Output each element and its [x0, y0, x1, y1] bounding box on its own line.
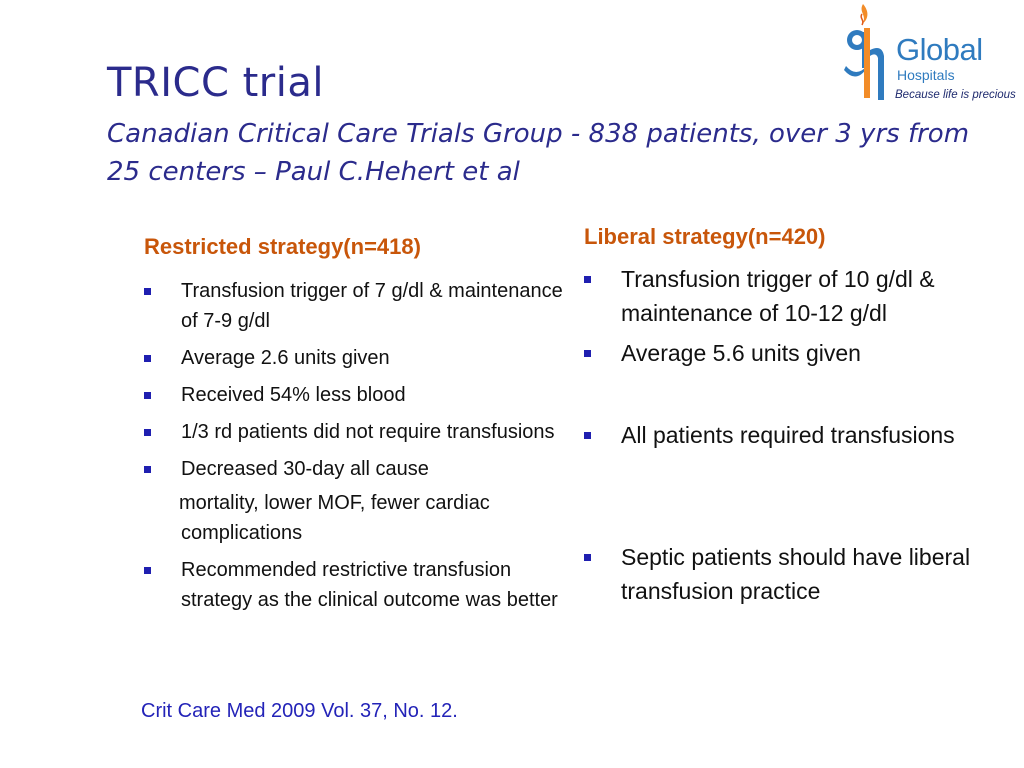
- list-item: [584, 262, 1004, 330]
- list-item: [144, 276, 564, 336]
- list-item-text: Transfusion trigger of 7 g/dl & maintenance of 7-9 g/dl: [181, 280, 563, 332]
- logo-word-global: Global: [896, 32, 983, 67]
- bullet-square-icon: [144, 355, 151, 362]
- bullet-square-icon: [144, 567, 151, 574]
- liberal-list: [584, 262, 1004, 608]
- list-item: [144, 454, 564, 484]
- restricted-list: [144, 276, 564, 622]
- liberal-heading: Liberal strategy(n=420): [584, 224, 826, 249]
- list-item: [584, 540, 1004, 608]
- list-item: [144, 555, 564, 615]
- list-item: [144, 417, 564, 447]
- list-item-text: Received 54% less blood: [181, 384, 406, 406]
- list-item-text: mortality, lower MOF, fewer cardiac complications: [179, 492, 490, 544]
- list-item-continuation: [144, 488, 564, 548]
- list-item: [584, 336, 1004, 370]
- list-item: [144, 343, 564, 373]
- logo-tagline: Because life is precious: [895, 89, 1016, 101]
- logo-word-hospitals: Hospitals: [897, 67, 955, 83]
- list-item-text: Average 2.6 units given: [181, 347, 390, 369]
- list-item-text: All patients required transfusions: [621, 422, 955, 448]
- bullet-square-icon: [144, 466, 151, 473]
- restricted-heading: Restricted strategy(n=418): [144, 234, 421, 259]
- slide-subtitle: Canadian Critical Care Trials Group - 838 patients, over 3 yrs from 25 centers – Paul C.Hehert et al: [107, 119, 970, 187]
- list-item: [584, 418, 1004, 452]
- list-item-text: 1/3 rd patients did not require transfusions: [181, 421, 555, 443]
- bullet-square-icon: [144, 392, 151, 399]
- gh-logo-mark-icon: [838, 2, 898, 106]
- bullet-square-icon: [584, 554, 591, 561]
- bullet-square-icon: [144, 429, 151, 436]
- list-item-text: Recommended restrictive transfusion strategy as the clinical outcome was better: [181, 559, 558, 611]
- bullet-square-icon: [144, 288, 151, 295]
- citation: Crit Care Med 2009 Vol. 37, No. 12.: [141, 700, 458, 722]
- bullet-square-icon: [584, 432, 591, 439]
- list-item-text: Decreased 30-day all cause: [181, 458, 429, 480]
- list-item: [144, 380, 564, 410]
- slide-title: TRICC trial: [107, 60, 324, 106]
- bullet-square-icon: [584, 350, 591, 357]
- bullet-square-icon: [584, 276, 591, 283]
- list-item-text: Septic patients should have liberal transfusion practice: [621, 544, 971, 604]
- list-item-text: Average 5.6 units given: [621, 340, 861, 366]
- list-item-text: Transfusion trigger of 10 g/dl & maintenance of 10-12 g/dl: [621, 266, 935, 326]
- global-hospitals-logo: [838, 2, 1024, 106]
